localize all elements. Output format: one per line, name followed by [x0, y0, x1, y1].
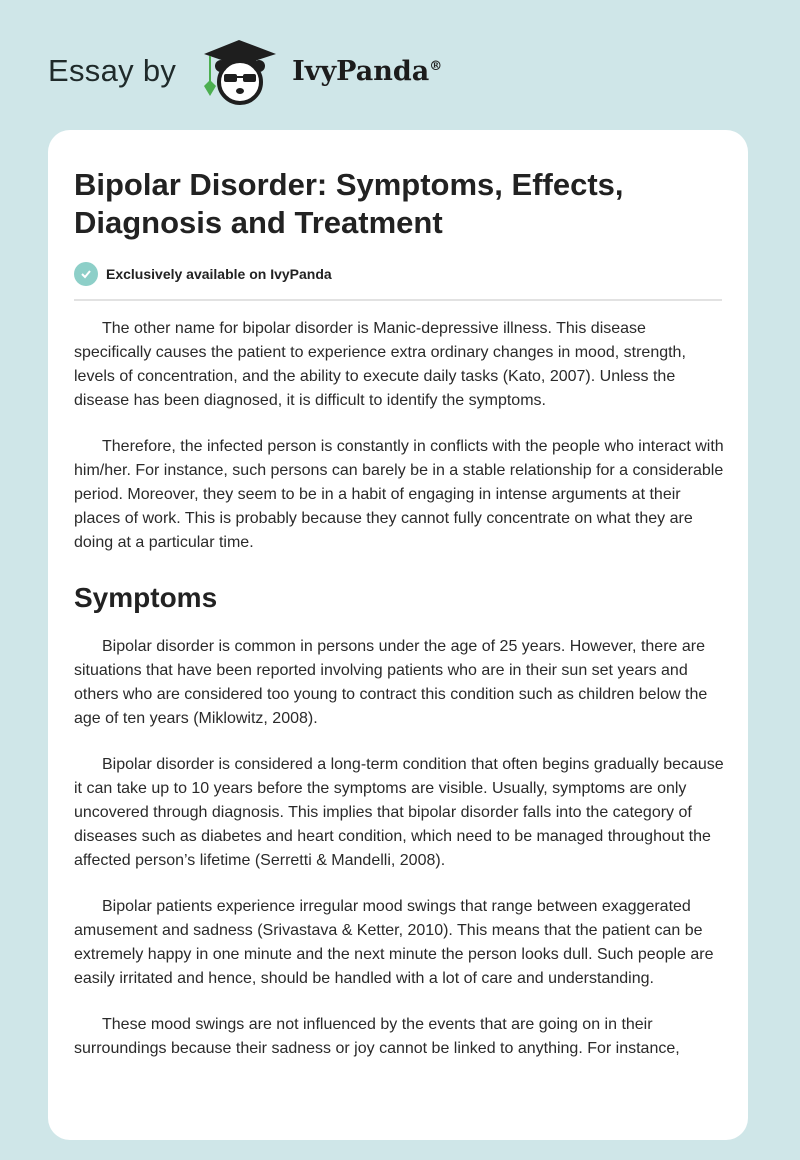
brand-name[interactable] [292, 56, 442, 87]
panda-logo-icon[interactable] [194, 36, 284, 106]
check-icon [74, 262, 98, 286]
section-heading: Symptoms [74, 582, 218, 613]
paragraph: Bipolar disorder is common in persons under the age of 25 years. However, there are situations that have been reported involving patients who are in their sun set years and others who are considered too young to contract this condition such as children below the age of ten years (Miklowitz, 2008). [74, 638, 708, 727]
brand-text: IvyPanda [292, 55, 430, 87]
page-title: Bipolar Disorder: Symptoms, Effects, Diagnosis and Treatment [74, 167, 624, 240]
paragraph: These mood swings are not influenced by the events that are going on in their surroundings because their sadness or joy cannot be linked to anything. For instance, [74, 1016, 680, 1057]
badge-text: Exclusively available on IvyPanda [106, 266, 332, 282]
essay-card [48, 130, 748, 1140]
essay-by-label: Essay by [48, 53, 177, 88]
site-header [48, 36, 442, 106]
registered-mark: ® [429, 58, 443, 74]
paragraph: The other name for bipolar disorder is Manic-depressive illness. This disease specifically causes the patient to experience extra ordinary changes in mood, strength, levels of concentration, and the ability to execute daily tasks (Kato, 2007). Unless the disease has been diagnosed, it is difficult to identify the symptoms. [74, 320, 686, 409]
exclusive-badge [74, 262, 722, 286]
paragraph: Bipolar disorder is considered a long-term condition that often begins gradually because it can take up to 10 years before the symptoms are visible. Usually, symptoms are only uncovered through diagnosis. This implies that bipolar disorder falls into the category of diseases such as diabetes and heart condition, which need to be managed throughout the affected person’s lifetime (Serretti & Mandelli, 2008). [74, 756, 724, 869]
divider [74, 299, 722, 301]
paragraph: Therefore, the infected person is constantly in conflicts with the people who interact with him/her. For instance, such persons can barely be in a stable relationship for a considerable period. Moreover, they seem to be in a habit of engaging in intense arguments at their places of work. This is probably because they cannot fully concentrate on what they are doing at a particular time. [74, 438, 724, 551]
paragraph: Bipolar patients experience irregular mood swings that range between exaggerated amusement and sadness (Srivastava & Ketter, 2010). This means that the patient can be extremely happy in one minute and the next minute the person looks dull. Such people are easily irritated and hence, should be handled with a lot of care and understanding. [74, 898, 714, 987]
